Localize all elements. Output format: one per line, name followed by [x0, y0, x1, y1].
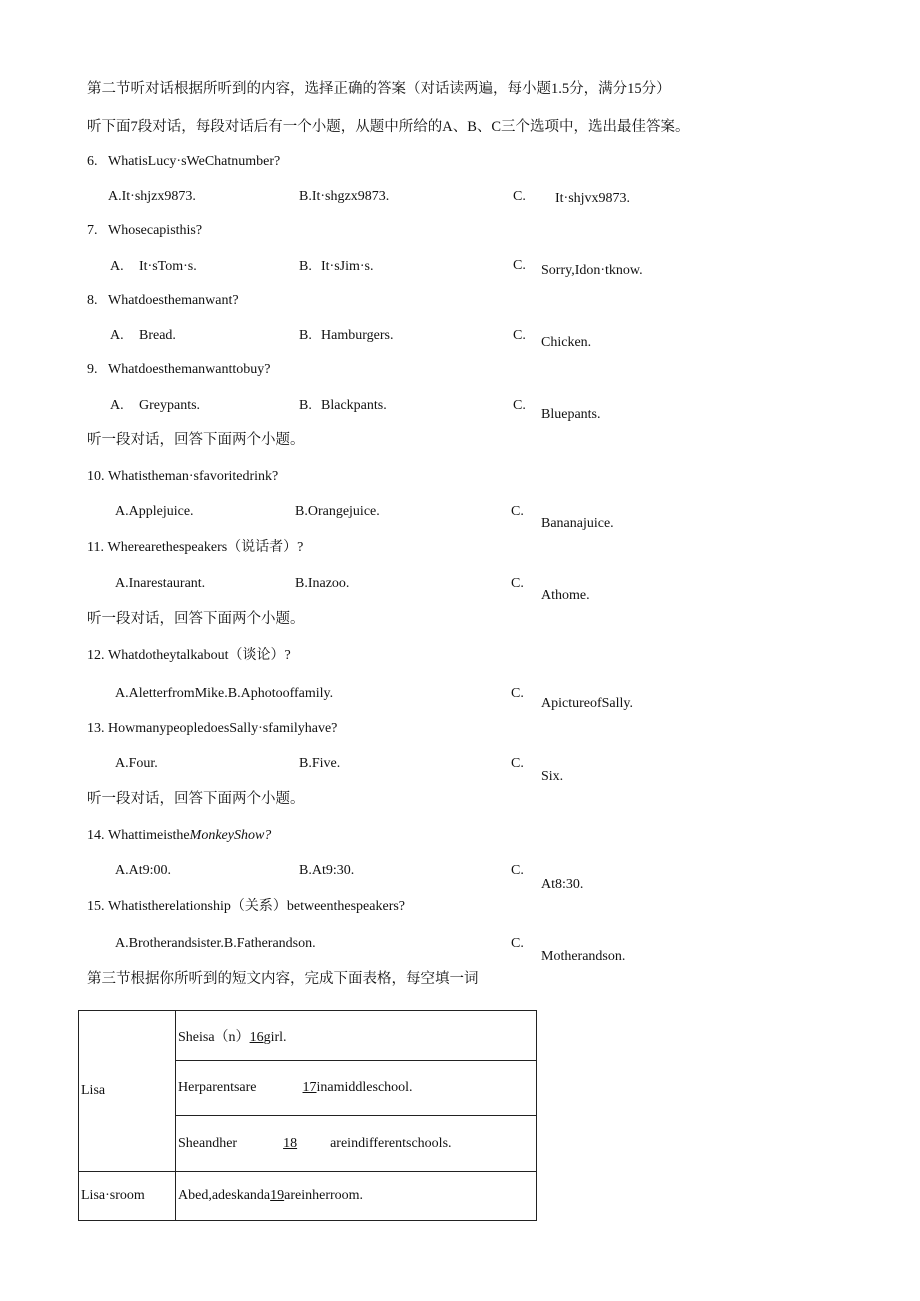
q7-option-b-label: B. [299, 259, 312, 274]
group-note-3: 听一段对话，回答下面两个小题。 [87, 791, 305, 807]
question-number: 7. [87, 223, 98, 238]
q8-option-a: Bread. [139, 328, 176, 343]
table-cell [176, 1011, 537, 1061]
question-number: 8. [87, 293, 98, 308]
question-14 [87, 827, 271, 845]
q7-option-c: Sorry,Idon·tknow. [541, 263, 643, 278]
q10-option-a: A.Applejuice. [115, 504, 194, 519]
show-title: MonkeyShow? [189, 828, 272, 843]
question-9 [87, 361, 271, 379]
question-number: 12. [87, 648, 105, 663]
q8-option-a-label: A. [110, 328, 124, 343]
q6-option-a: A.It·shjzx9873. [108, 189, 196, 204]
question-number: 6. [87, 154, 98, 169]
q12-option-c-label: C. [511, 686, 524, 701]
row-label-lisas-room: Lisa·sroom [79, 1172, 176, 1221]
blank-18: 18 [283, 1135, 298, 1151]
question-text: Whatdotheytalkabout（谈论）? [108, 648, 291, 663]
question-8 [87, 292, 239, 310]
q14-option-c: At8:30. [541, 877, 584, 892]
group-note-1: 听一段对话，回答下面两个小题。 [87, 432, 305, 448]
question-text: Whatdoesthemanwanttobuy? [108, 362, 271, 377]
q8-option-b: Hamburgers. [321, 328, 394, 343]
section2-title: 第二节听对话根据所听到的内容，选择正确的答案（对话读两遍，每小题1.5分，满分15分） [87, 81, 671, 97]
cell-text: Abed,adeskanda [178, 1188, 271, 1203]
blank-16: 16 [249, 1029, 264, 1045]
q11-option-b: B.Inazoo. [295, 576, 350, 591]
question-number: 9. [87, 362, 98, 377]
question-number: 14. [87, 828, 105, 843]
q12-option-c: ApictureofSally. [541, 696, 634, 711]
section3-title: 第三节根据你所听到的短文内容，完成下面表格，每空填一词 [87, 971, 479, 987]
blank-17: 17 [302, 1080, 317, 1095]
q7-option-a-label: A. [110, 259, 124, 274]
q13-option-b: B.Five. [299, 756, 341, 771]
q9-option-b: Blackpants. [321, 398, 387, 413]
cell-text: inamiddleschool. [316, 1080, 413, 1095]
cell-text: areindifferentschools. [330, 1135, 452, 1151]
q10-option-b: B.Orangejuice. [295, 504, 380, 519]
question-7 [87, 222, 202, 240]
q9-option-a-label: A. [110, 398, 124, 413]
table-cell [176, 1116, 537, 1172]
section2-instruction: 听下面7段对话，每段对话后有一个小题，从题中所给的A、B、C三个选项中，选出最佳答案。 [87, 119, 690, 135]
question-text: Whatdoesthemanwant? [108, 293, 239, 308]
question-text: Whosecapisthis? [108, 223, 203, 238]
q8-option-c-label: C. [513, 328, 526, 343]
q13-option-c-label: C. [511, 756, 524, 771]
q13-option-a: A.Four. [115, 756, 158, 771]
cell-text: Sheandher [178, 1135, 238, 1151]
table-row [79, 1172, 537, 1221]
cell-text: Herparentsare [178, 1080, 257, 1095]
q8-option-c: Chicken. [541, 335, 592, 350]
question-number: 15. [87, 899, 105, 914]
cell-text: Sheisa（n） [178, 1029, 250, 1045]
row-label-lisa: Lisa [79, 1011, 176, 1172]
q12-option-ab: A.AletterfromMike.B.Aphotooffamily. [115, 686, 334, 701]
q15-option-c: Motherandson. [541, 949, 626, 964]
q15-option-c-label: C. [511, 936, 524, 951]
question-text: Whatistheman·sfavoritedrink? [108, 469, 279, 484]
table-cell [176, 1172, 537, 1221]
blank-19: 19 [270, 1188, 285, 1203]
cell-text: areinherroom. [284, 1188, 364, 1203]
table-row [79, 1011, 537, 1061]
fill-in-table [78, 1010, 537, 1221]
q6-option-c-label: C. [513, 189, 526, 204]
question-number: 13. [87, 721, 105, 736]
question-text: WhatisLucy·sWeChatnumber? [108, 154, 281, 169]
table-cell [176, 1061, 537, 1116]
q9-option-c: Bluepants. [541, 407, 601, 422]
question-15 [87, 898, 405, 916]
q9-option-b-label: B. [299, 398, 312, 413]
q7-option-c-label: C. [513, 258, 526, 273]
q14-option-a: A.At9:00. [115, 863, 171, 878]
question-6 [87, 153, 280, 171]
q11-option-a: A.Inarestaurant. [115, 576, 206, 591]
question-12 [87, 647, 291, 665]
q13-option-c: Six. [541, 769, 564, 784]
q7-option-a: It·sTom·s. [139, 259, 197, 274]
q15-option-ab: A.Brotherandsister.B.Fatherandson. [115, 936, 316, 951]
question-11 [87, 539, 303, 557]
question-10 [87, 468, 278, 486]
question-number: 10. [87, 469, 105, 484]
q8-option-b-label: B. [299, 328, 312, 343]
q10-option-c-label: C. [511, 504, 524, 519]
q14-option-c-label: C. [511, 863, 524, 878]
q7-option-b: It·sJim·s. [321, 259, 374, 274]
q6-option-b: B.It·shgzx9873. [299, 189, 390, 204]
q9-option-a: Greypants. [139, 398, 201, 413]
q9-option-c-label: C. [513, 398, 526, 413]
question-text: Whatistherelationship（关系）betweenthespeakers? [108, 899, 406, 914]
question-text: HowmanypeopledoesSally·sfamilyhave? [108, 721, 338, 736]
q11-option-c-label: C. [511, 576, 524, 591]
question-text: Wherearethespeakers（说话者）? [107, 540, 304, 555]
q6-option-c: It·shjvx9873. [555, 191, 631, 206]
group-note-2: 听一段对话，回答下面两个小题。 [87, 611, 305, 627]
q10-option-c: Bananajuice. [541, 516, 614, 531]
q14-option-b: B.At9:30. [299, 863, 355, 878]
question-text: Whattimeisthe [108, 828, 190, 843]
question-13 [87, 720, 337, 738]
question-number: 11. [87, 540, 104, 555]
cell-text: girl. [263, 1029, 287, 1045]
q11-option-c: Athome. [541, 588, 590, 603]
